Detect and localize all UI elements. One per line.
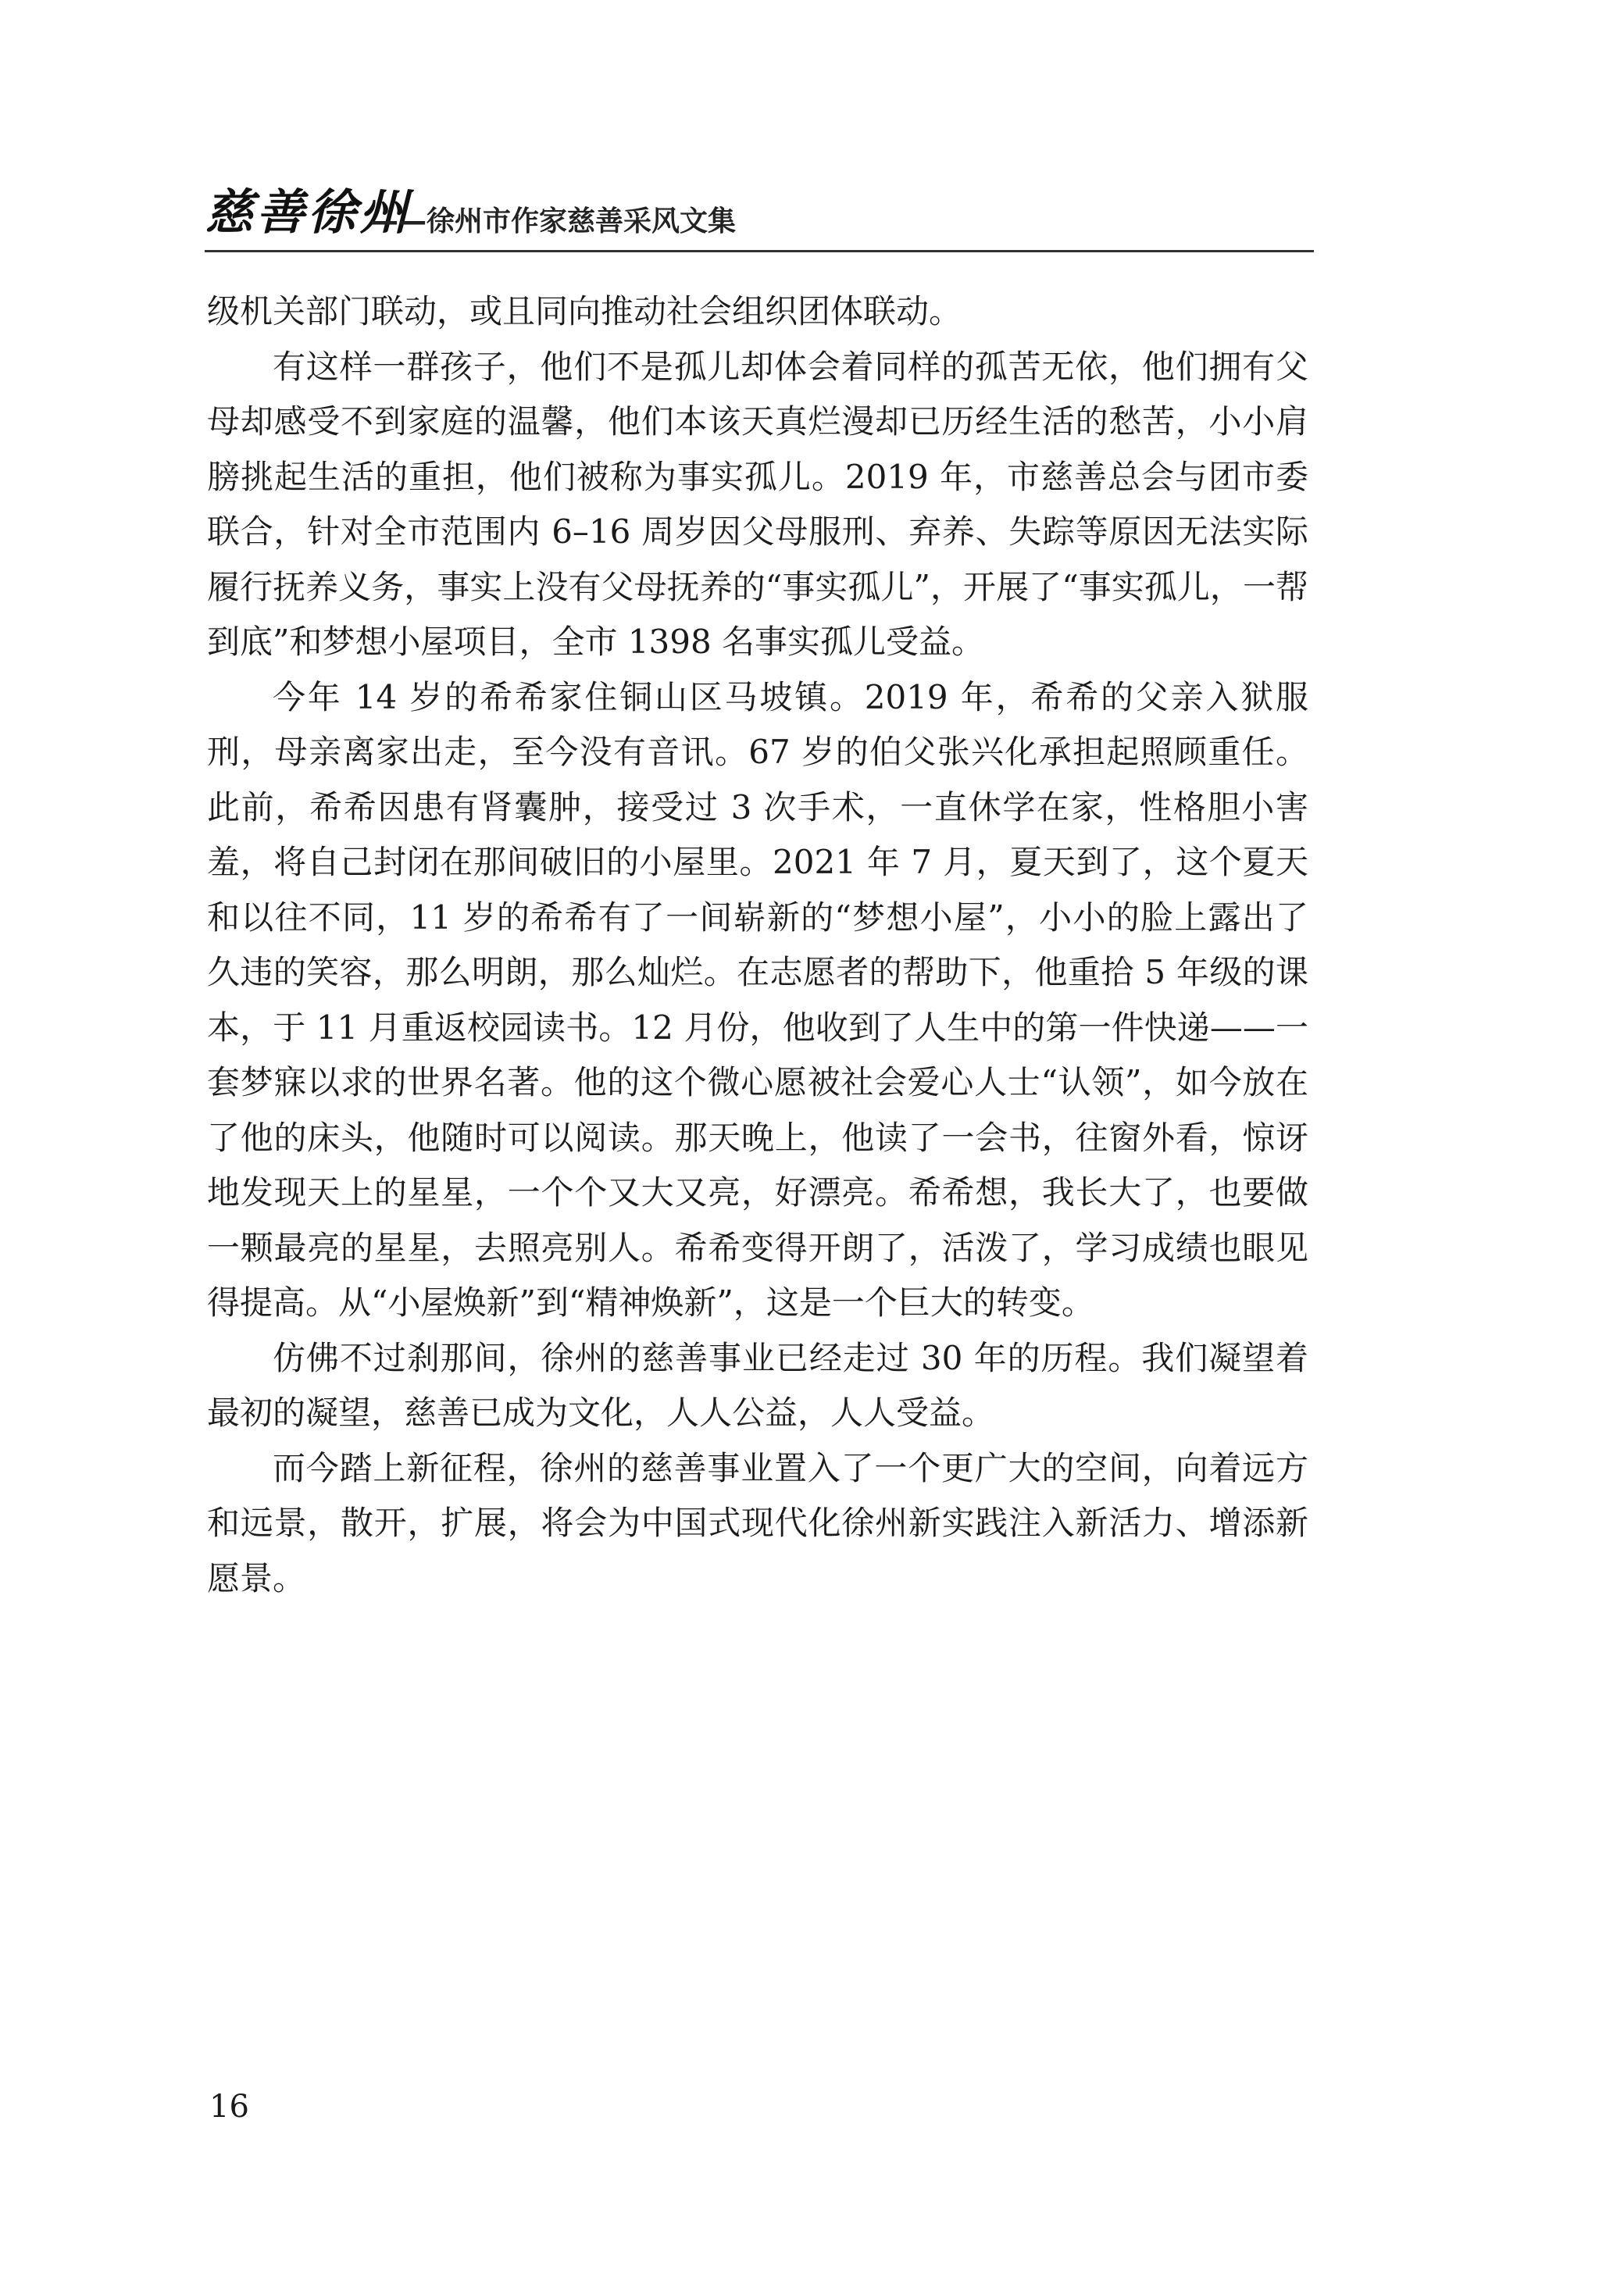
paragraph: 仿佛不过刹那间，徐州的慈善事业已经走过 30 年的历程。我们凝望着最初的凝望，慈善已成为文化，人人公益，人人受益。 (207, 1338, 1308, 1432)
paragraph: 今年 14 岁的希希家住铜山区马坡镇。2019 年，希希的父亲入狱服刑，母亲离家出走，至今没有音讯。67 岁的伯父张兴化承担起照顾重任。此前，希希因患有肾囊肿，接受过 3 次手术，一直休学在家，性格胆小害羞，将自己封闭在那间破旧的小屋里。2021 年 7 月，夏天到了，这个夏天和以往不同，11 岁的希希有了一间崭新的“梦想小屋”，小小的脸上露出了久违的笑容，那么明朗，那么灿烂。在志愿者的帮助下，他重拾 5 年级的课本，于 11 月重返校园读书。12 月份，他收到了人生中的第一件快递——一套梦寐以求的世界名著。他的这个微心愿被社会爱心人士“认领”，如今放在了他的床头，他随时可以阅读。那天晚上，他读了一会书，往窗外看，惊讶地发现天上的星星，一个个又大又亮，好漂亮。希希想，我长大了，也要做一颗最亮的星星，去照亮别人。希希变得开朗了，活泼了，学习成绩也眼见得提高。从“小屋焕新”到“精神焕新”，这是一个巨大的转变。 (207, 677, 1308, 1322)
paragraph-continuation: 级机关部门联动，或且同向推动社会组织团体联动。 (207, 292, 962, 330)
paragraph: 有这样一群孩子，他们不是孤儿却体会着同样的孤苦无依，他们拥有父母却感受不到家庭的温馨，他们本该天真烂漫却已历经生活的愁苦，小小肩膀挑起生活的重担，他们被称为事实孤儿。2019 年，市慈善总会与团市委联合，针对全市范围内 6–16 周岁因父母服刑、弃养、失踪等原因无法实际履行抚养义务，事实上没有父母抚养的“事实孤儿”，开展了“事实孤儿，一帮到底”和梦想小屋项目，全市 1398 名事实孤儿受益。 (207, 347, 1308, 661)
paragraph: 而今踏上新征程，徐州的慈善事业置入了一个更广大的空间，向着远方和远景，散开，扩展，将会为中国式现代化徐州新实践注入新活力、增添新愿景。 (207, 1448, 1308, 1597)
book-title-logo: 慈善徐州 (205, 184, 412, 241)
article-body (207, 284, 1308, 1606)
page-number: 16 (209, 2089, 249, 2125)
book-subtitle: ——徐州市作家慈善采风文集 (370, 205, 737, 237)
running-header (205, 180, 1314, 252)
